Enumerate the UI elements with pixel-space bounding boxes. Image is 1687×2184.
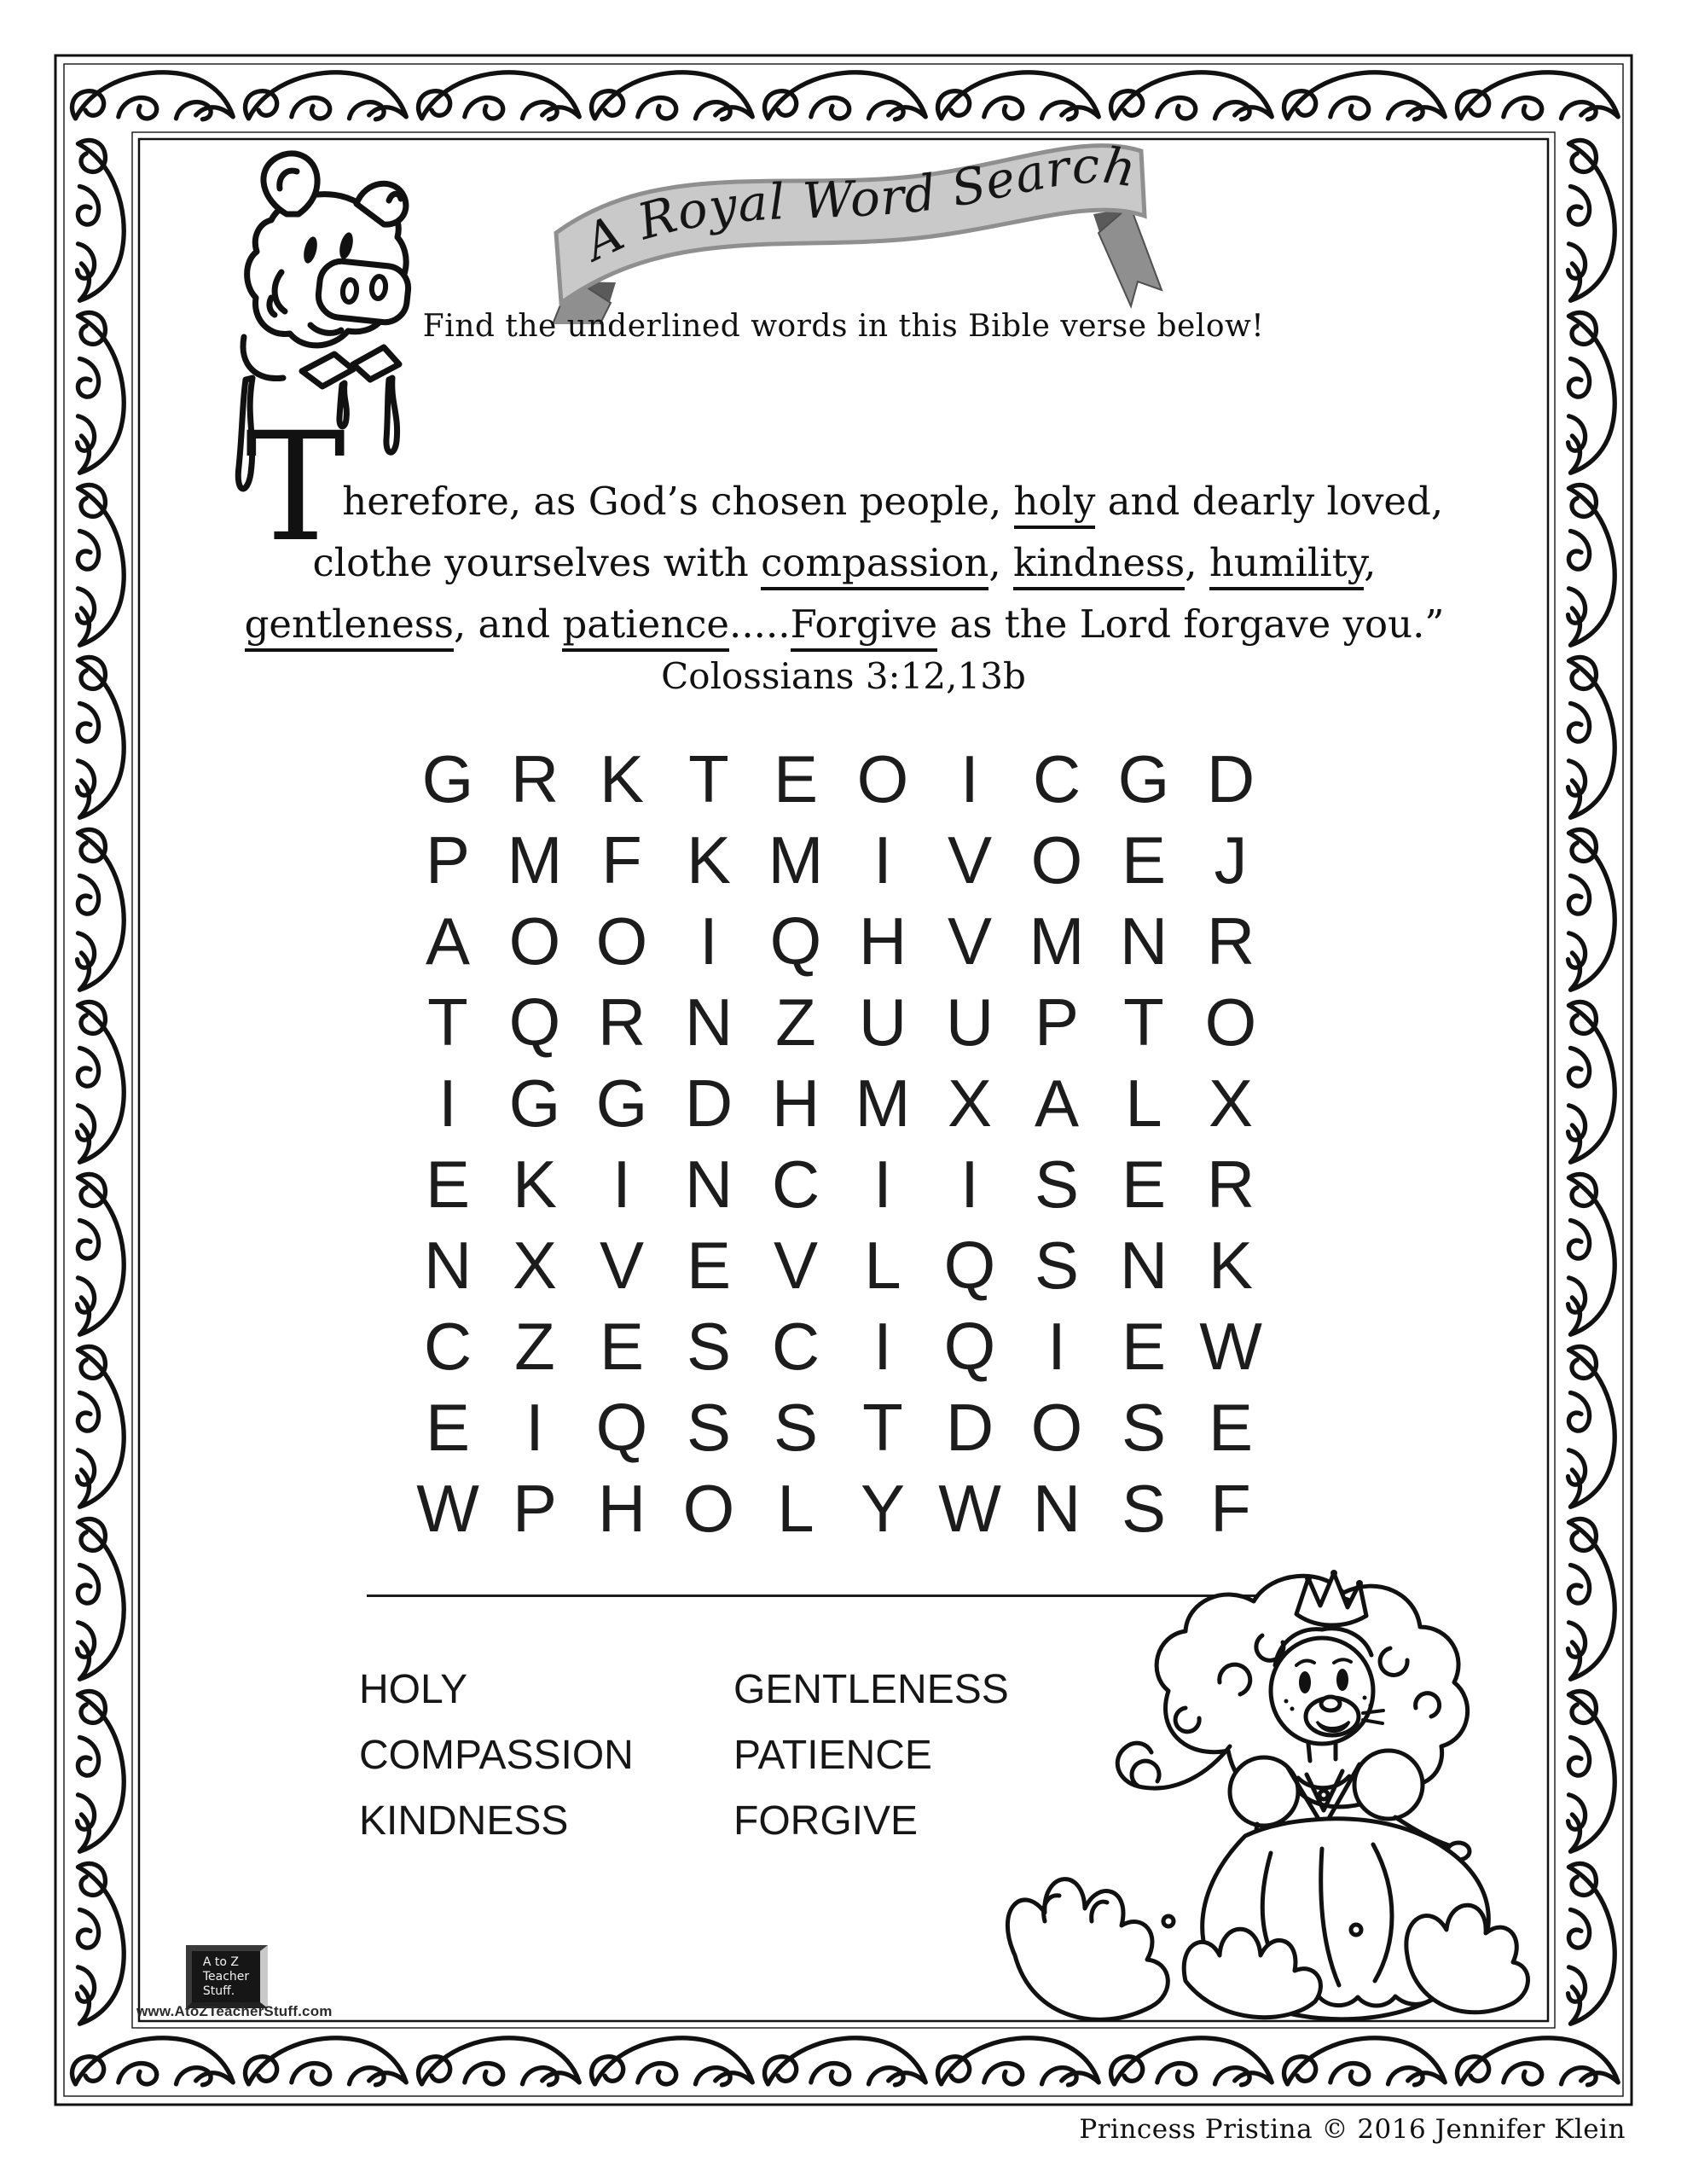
grid-letter: P xyxy=(425,822,471,897)
grid-letter: H xyxy=(771,1066,820,1141)
verse-line xyxy=(128,594,1561,655)
grid-letter: O xyxy=(682,1471,735,1546)
grid-letter: A xyxy=(1034,1066,1080,1141)
grid-letter: Q xyxy=(769,903,822,979)
grid-letter: J xyxy=(1214,822,1248,897)
grid-letter: N xyxy=(684,985,733,1060)
grid-letter: E xyxy=(686,1228,732,1303)
pig-ear-left xyxy=(264,154,317,214)
grid-letter: Z xyxy=(514,1309,555,1384)
princess-eye xyxy=(1299,1671,1311,1693)
logo-text-line: A to Z xyxy=(202,1955,239,1969)
wave-scroll-motif xyxy=(1568,485,1615,645)
grid-letter: U xyxy=(945,985,994,1060)
grid-letter: C xyxy=(423,1309,472,1384)
grid-row xyxy=(404,982,1274,1063)
grid-letter: M xyxy=(768,822,824,897)
grid-letter: X xyxy=(947,1066,993,1141)
princess-freckle xyxy=(1369,1704,1373,1708)
grid-letter: C xyxy=(771,1147,820,1222)
grid-letter: Q xyxy=(595,1390,648,1465)
verse-text: ..... xyxy=(729,601,791,647)
princess-hair-curl xyxy=(1132,1761,1159,1786)
wave-scroll-motif xyxy=(1458,73,1619,119)
grid-letter: N xyxy=(684,1147,733,1222)
grid-letter: I xyxy=(1047,1309,1066,1384)
grid-letter: S xyxy=(1121,1471,1167,1546)
logo-text-line: Stuff. xyxy=(202,1984,235,1998)
grid-letter: R xyxy=(1206,1147,1255,1222)
grid-row xyxy=(404,901,1274,982)
grid-letter: K xyxy=(1208,1228,1254,1303)
pig-drip xyxy=(386,378,397,452)
word-item: FORGIVE xyxy=(733,1798,919,1844)
verse-underlined-word: humility xyxy=(1209,540,1364,590)
pig-hoof xyxy=(353,347,399,380)
word-search-grid xyxy=(404,739,1274,1549)
verse-text: as the Lord forgave you.” xyxy=(937,601,1445,647)
grid-letter: I xyxy=(438,1066,457,1141)
grid-letter: L xyxy=(864,1228,901,1303)
wave-scroll-motif xyxy=(78,1519,125,1679)
grid-row xyxy=(404,820,1274,901)
word-item: COMPASSION xyxy=(359,1733,634,1778)
verse-text: , xyxy=(988,540,1013,585)
grid-letter: S xyxy=(773,1390,819,1465)
grid-letter: S xyxy=(1034,1147,1080,1222)
banner-title: A Royal Word Search xyxy=(575,136,1141,272)
verse-underlined-word: patience xyxy=(562,601,729,652)
grid-row xyxy=(404,1468,1274,1549)
grid-letter: L xyxy=(1125,1066,1162,1141)
verse-reference: Colossians 3:12,13b xyxy=(661,655,1026,697)
splash-droplet xyxy=(1163,1916,1174,1926)
grid-letter: M xyxy=(507,822,563,897)
wave-scroll-motif xyxy=(1568,1002,1615,1162)
verse-underlined-word: gentleness xyxy=(245,601,454,652)
word-item: GENTLENESS xyxy=(733,1667,1009,1712)
verse-underlined-word: compassion xyxy=(761,540,988,590)
verse-text: , xyxy=(1185,540,1209,585)
grid-row xyxy=(404,1144,1274,1225)
grid-letter: X xyxy=(1208,1066,1254,1141)
grid-letter: H xyxy=(858,903,907,979)
grid-letter: D xyxy=(945,1390,994,1465)
grid-letter: V xyxy=(599,1228,645,1303)
grid-letter: M xyxy=(1029,903,1085,979)
wave-scroll-motif xyxy=(246,2038,407,2085)
grid-letter: D xyxy=(1206,741,1255,816)
wave-scroll-motif xyxy=(1568,140,1615,300)
princess-freckle xyxy=(1284,1699,1289,1704)
verse-text: , and xyxy=(453,601,563,647)
drop-cap: T xyxy=(245,400,343,576)
grid-letter: O xyxy=(1030,1390,1083,1465)
grid-letter: I xyxy=(960,1147,979,1222)
grid-letter: G xyxy=(1117,741,1170,816)
grid-letter: O xyxy=(595,903,648,979)
grid-letter: I xyxy=(612,1147,631,1222)
word-item: HOLY xyxy=(359,1667,468,1712)
grid-letter: S xyxy=(1034,1228,1080,1303)
grid-letter: X xyxy=(512,1228,558,1303)
wave-scroll-motif xyxy=(1568,1346,1615,1507)
wave-scroll-motif xyxy=(78,485,125,645)
grid-row xyxy=(404,1387,1274,1468)
grid-letter: I xyxy=(873,822,892,897)
grid-letter: L xyxy=(777,1471,815,1546)
princess-eye xyxy=(1336,1669,1348,1691)
tiara-jewel xyxy=(1330,1570,1337,1577)
princess-sleeve xyxy=(1354,1751,1423,1819)
grid-letter: Y xyxy=(860,1471,906,1546)
grid-letter: W xyxy=(1199,1309,1262,1384)
grid-letter: K xyxy=(686,822,732,897)
grid-letter: Q xyxy=(943,1228,996,1303)
grid-letter: E xyxy=(425,1390,471,1465)
verse-underlined-word: kindness xyxy=(1013,540,1185,590)
grid-letter: Z xyxy=(775,985,816,1060)
grid-letter: W xyxy=(938,1471,1001,1546)
grid-letter: F xyxy=(1210,1471,1251,1546)
wave-scroll-motif xyxy=(1284,73,1446,119)
wave-scroll-motif xyxy=(72,2038,234,2085)
grid-letter: I xyxy=(960,741,979,816)
grid-letter: K xyxy=(512,1147,558,1222)
grid-letter: S xyxy=(1121,1390,1167,1465)
word-item: PATIENCE xyxy=(733,1733,932,1778)
grid-letter: K xyxy=(599,741,645,816)
wave-scroll-motif xyxy=(78,829,125,990)
wave-scroll-motif xyxy=(1568,1519,1615,1679)
wave-scroll-motif xyxy=(765,2038,926,2085)
grid-letter: P xyxy=(512,1471,558,1546)
verse-underlined-word: Forgive xyxy=(791,601,938,652)
grid-letter: N xyxy=(1032,1471,1081,1546)
grid-letter: T xyxy=(1123,985,1164,1060)
grid-letter: I xyxy=(873,1309,892,1384)
grid-letter: M xyxy=(855,1066,911,1141)
verse-paragraph xyxy=(128,400,1561,655)
word-item: KINDNESS xyxy=(359,1798,569,1844)
grid-letter: V xyxy=(947,903,993,979)
verse-line xyxy=(128,532,1561,594)
wave-scroll-motif xyxy=(78,1174,125,1334)
wave-scroll-motif xyxy=(1568,829,1615,990)
grid-letter: S xyxy=(686,1309,732,1384)
grid-letter: R xyxy=(510,741,559,816)
wave-scroll-motif xyxy=(592,2038,753,2085)
wave-scroll-motif xyxy=(78,1002,125,1162)
grid-letter: U xyxy=(858,985,907,1060)
wave-scroll-motif xyxy=(419,2038,580,2085)
title-ribbon-banner xyxy=(503,107,1194,324)
wave-scroll-motif xyxy=(1568,1174,1615,1334)
grid-row xyxy=(404,739,1274,820)
grid-row xyxy=(404,1306,1274,1387)
wave-scroll-motif xyxy=(78,1691,125,1851)
grid-letter: G xyxy=(508,1066,561,1141)
grid-letter: C xyxy=(1032,741,1081,816)
grid-letter: F xyxy=(601,822,642,897)
verse-text: , xyxy=(1364,540,1377,585)
verse-text: herefore, as God’s chosen people, xyxy=(342,479,1014,524)
grid-letter: G xyxy=(595,1066,648,1141)
verse-underlined-word: holy xyxy=(1014,479,1096,529)
grid-letter: E xyxy=(1208,1390,1254,1465)
wave-scroll-motif xyxy=(78,140,125,300)
grid-letter: E xyxy=(1121,1147,1167,1222)
grid-letter: R xyxy=(597,985,646,1060)
grid-letter: V xyxy=(773,1228,819,1303)
grid-letter: T xyxy=(688,741,729,816)
wave-scroll-motif xyxy=(1568,1863,1615,2024)
grid-letter: T xyxy=(427,985,468,1060)
grid-letter: T xyxy=(862,1390,903,1465)
wave-scroll-motif xyxy=(78,1346,125,1507)
grid-letter: W xyxy=(416,1471,479,1546)
wave-scroll-motif xyxy=(1568,1691,1615,1851)
princess-freckle xyxy=(1290,1707,1295,1711)
word-list-column-1 xyxy=(359,1657,634,1854)
wave-scroll-motif xyxy=(72,73,234,119)
grid-letter: C xyxy=(771,1309,820,1384)
grid-letter: E xyxy=(1121,822,1167,897)
grid-letter: E xyxy=(599,1309,645,1384)
grid-row xyxy=(404,1063,1274,1144)
verse-text: and dearly loved, xyxy=(1095,479,1444,524)
grid-letter: O xyxy=(1030,822,1083,897)
grid-letter: I xyxy=(525,1390,544,1465)
grid-letter: E xyxy=(773,741,819,816)
grid-letter: N xyxy=(423,1228,472,1303)
princess-freckle xyxy=(1363,1696,1367,1700)
grid-letter: G xyxy=(421,741,474,816)
logo-text xyxy=(203,1955,249,1999)
website-url: www.AtoZTeacherStuff.com xyxy=(136,2003,333,2019)
grid-letter: O xyxy=(856,741,909,816)
grid-letter: N xyxy=(1119,1228,1168,1303)
wave-scroll-motif xyxy=(78,1863,125,2024)
grid-letter: N xyxy=(1119,903,1168,979)
princess-nose xyxy=(1321,1697,1340,1711)
princess-illustration xyxy=(964,1554,1569,2053)
grid-letter: E xyxy=(1121,1309,1167,1384)
splash-left xyxy=(1007,1879,1168,2020)
grid-letter: O xyxy=(508,903,561,979)
chalkboard-logo xyxy=(186,1945,268,2008)
copyright-credit: Princess Pristina © 2016 Jennifer Klein xyxy=(1079,2114,1626,2145)
grid-letter: Q xyxy=(943,1309,996,1384)
logo-text-line: Teacher xyxy=(202,1969,250,1984)
grid-letter: O xyxy=(1204,985,1257,1060)
grid-row xyxy=(404,1225,1274,1306)
verse-text: clothe yourselves with xyxy=(312,540,762,585)
instruction-text: Find the underlined words in this Bible verse below! xyxy=(422,309,1265,344)
grid-letter: I xyxy=(699,903,718,979)
grid-letter: V xyxy=(947,822,993,897)
grid-letter: H xyxy=(597,1471,646,1546)
wave-scroll-motif xyxy=(246,73,407,119)
tiara-jewel xyxy=(1356,1580,1363,1587)
princess-pendant xyxy=(1319,1791,1328,1799)
grid-letter: A xyxy=(425,903,471,979)
grid-letter: E xyxy=(425,1147,471,1222)
grid-letter: P xyxy=(1034,985,1080,1060)
grid-letter: R xyxy=(1206,903,1255,979)
grid-letter: D xyxy=(684,1066,733,1141)
grid-letter: I xyxy=(873,1147,892,1222)
grid-letter: S xyxy=(686,1390,732,1465)
grid-letter: Q xyxy=(508,985,561,1060)
tiara-jewel xyxy=(1305,1575,1312,1582)
